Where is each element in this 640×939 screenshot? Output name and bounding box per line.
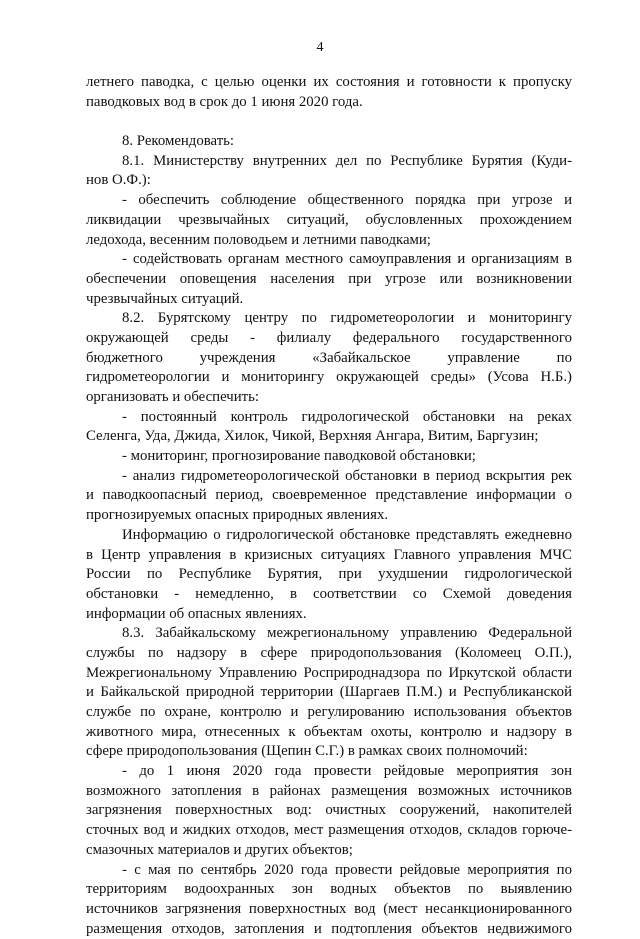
text-line: 8.2. Бурятскому центру по гидрометеорологии и мониторингу [122,310,572,327]
text-line: животного мира, отнесенных к объектам охоты, контролю и надзору в [86,723,572,740]
text-line: и паводкоопасный период, своевременное представление информации о [86,487,572,504]
text-line: ледохода, весенним половодьем и летними паводками; [86,231,431,248]
text-line: России по Республике Бурятия, при ухудшении гидрологической [86,566,572,583]
text-line: гидрометеорологии и мониторингу окружающей среды» (Усова Н.Б.) [86,369,572,386]
text-line: смазочных материалов и других объектов; [86,841,353,858]
text-line: сточных вод и жидких отходов, мест размещения отходов, складов горюче- [86,822,572,839]
text-line: - с мая по сентябрь 2020 года провести рейдовые мероприятия по [122,861,572,878]
text-line: окружающей среды - филиалу федерального государственного [86,329,572,346]
text-line: - мониторинг, прогнозирование паводковой обстановки; [122,448,476,465]
text-line: и Байкальской природной территории (Шаргаев П.М.) и Республиканской [86,684,572,701]
text-line: нов О.Ф.): [86,172,151,189]
text-line: территориям водоохранных зон водных объектов по выявлению [86,881,572,898]
text-line: прогнозируемых опасных природных явлениях. [86,507,389,524]
text-line: - обеспечить соблюдение общественного порядка при угрозе и [122,192,572,209]
text-line: службе по охране, контролю и регулированию использования объектов [86,704,572,720]
text-line: 8.1. Министерству внутренних дел по Республике Бурятия (Куди- [122,152,572,169]
text-line: Селенга, Уда, Джида, Хилок, Чикой, Верхняя Ангара, Витим, Баргузин; [86,428,539,445]
text-line: ликвидации чрезвычайных ситуаций, обусловленных прохождением [86,211,572,228]
text-line: обстановки - немедленно, в соответствии со Схемой доведения [86,585,572,602]
text-line: бюджетного учреждения «Забайкальское управление по [86,349,572,366]
text-line: - содействовать органам местного самоуправления и организациям в [122,251,572,268]
text-line: загрязнения поверхностных вод: очистных сооружений, накопителей [86,802,572,819]
paragraph-gap [86,112,572,132]
text-line: паводковых вод в срок до 1 июня 2020 года. [86,93,363,110]
text-line: в Центр управления в кризисных ситуациях Главного управления МЧС [86,546,572,563]
text-line: обеспечении оповещения населения при угрозе или возникновении [86,270,572,287]
text-line: информации об опасных явлениях. [86,605,307,622]
text-line: сфере природопользования (Щепин С.Г.) в рамках своих полномочий: [86,743,528,760]
text-line: организовать и обеспечить: [86,389,259,405]
text-line: 8.3. Забайкальскому межрегиональному управлению Федеральной [122,625,572,642]
text-line: источников загрязнения поверхностных вод (мест несанкционированного [86,900,572,917]
text-line: службы по надзору в сфере природопользования (Коломеец О.П.), [86,644,572,661]
text-line: 8. Рекомендовать: [122,133,235,150]
text-line: - постоянный контроль гидрологической обстановки на реках [122,408,572,425]
text-line: Межрегиональному Управлению Росприроднадзора по Иркутской области [86,664,572,681]
text-line: летнего паводка, с целью оценки их состояния и готовности к пропуску [86,74,572,90]
text-line: возможного затопления в районах размещения возможных источников [86,782,572,799]
page-number: 4 [316,40,324,55]
text-line: размещения отходов, затопления и подтопления объектов недвижимого [86,920,572,937]
text-line: - анализ гидрометеорологической обстановки в период вскрытия рек [122,467,572,484]
document-body [86,73,572,939]
text-line: чрезвычайных ситуаций. [86,290,244,307]
text-line: - до 1 июня 2020 года провести рейдовые мероприятия зон [122,763,572,780]
text-line: Информацию о гидрологической обстановке представлять ежедневно [122,526,572,543]
